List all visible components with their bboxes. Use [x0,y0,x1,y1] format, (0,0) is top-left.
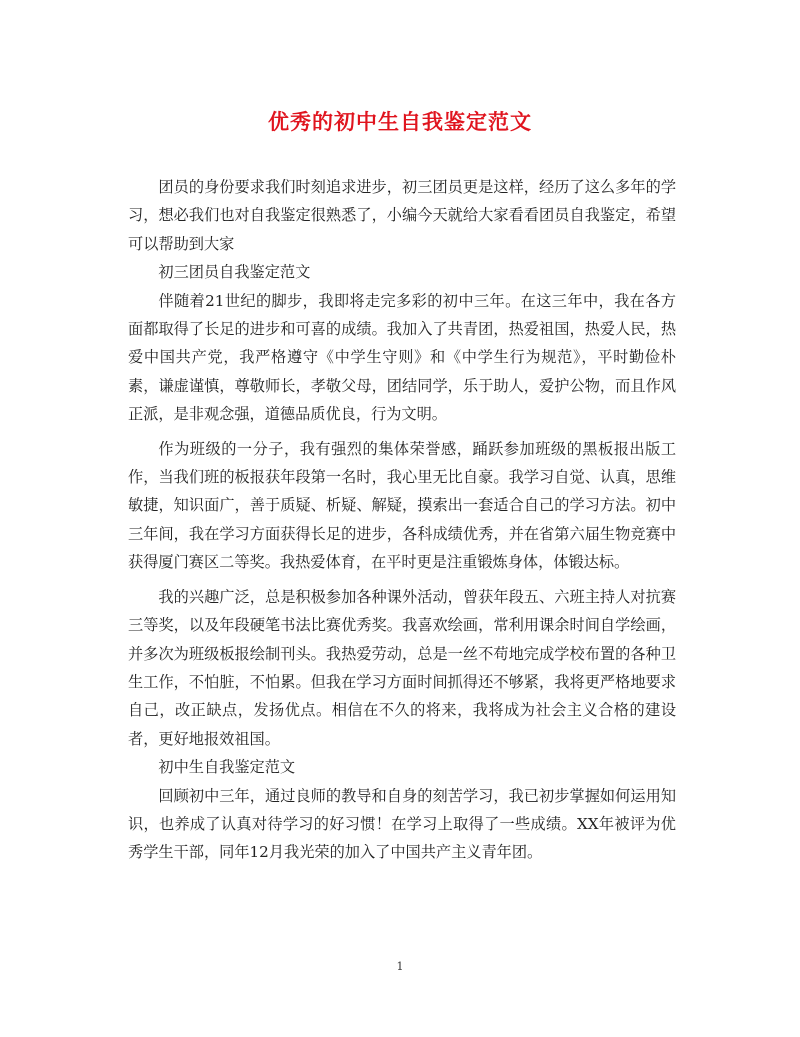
section-heading-1: 初三团员自我鉴定范文 [158,263,311,282]
intro-paragraph: 团员的身份要求我们时刻追求进步，初三团员更是这样，经历了这么多年的学习，想必我们也对自我鉴定很熟悉了，小编今天就给大家看看团员自我鉴定，希望可以帮助到大家 [128,178,676,253]
page-number: 1 [396,960,404,973]
document-body [128,173,676,867]
body-paragraph: 回顾初中三年，通过良师的教导和自身的刻苦学习，我已初步掌握如何运用知识，也养成了认真对待学习的好习惯！在学习上取得了一些成绩。XX年被评为优秀学生干部，同年12月我光荣的加入了中国共产主义青年团。 [128,786,676,862]
body-paragraph: 我的兴趣广泛，总是积极参加各种课外活动，曾获年段五、六班主持人对抗赛三等奖，以及年段硬笔书法比赛优秀奖。我喜欢绘画，常利用课余时间自学绘画，并多次为班级板报绘制刊头。我热爱劳动，总是一丝不苟地完成学校布置的各种卫生工作，不怕脏，不怕累。但我在学习方面时间抓得还不够紧，我将更严格地要求自己，改正缺点，发扬优点。相信在不久的将来，我将成为社会主义合格的建设者，更好地报效祖国。 [128,587,676,748]
body-paragraph: 作为班级的一分子，我有强烈的集体荣誉感，踊跃参加班级的黑板报出版工作，当我们班的板报获年段第一名时，我心里无比自豪。我学习自觉、认真，思维敏捷，知识面广，善于质疑、析疑、解疑，摸索出一套适合自己的学习方法。初中三年间，我在学习方面获得长足的进步，各科成绩优秀，并在省第六届生物竞赛中获得厦门赛区二等奖。我热爱体育，在平时更是注重锻炼身体，体锻达标。 [128,439,676,572]
section-heading-2: 初中生自我鉴定范文 [158,758,296,777]
body-paragraph: 伴随着21世纪的脚步，我即将走完多彩的初中三年。在这三年中，我在各方面都取得了长足的进步和可喜的成绩。我加入了共青团，热爱祖国，热爱人民，热爱中国共产党，我严格遵守《中学生守则》和《中学生行为规范》，平时勤俭朴素，谦虚谨慎，尊敬师长，孝敬父母，团结同学，乐于助人，爱护公物，而且作风正派，是非观念强，道德品质优良，行为文明。 [128,291,676,424]
document-title: 优秀的初中生自我鉴定范文 [268,109,532,134]
